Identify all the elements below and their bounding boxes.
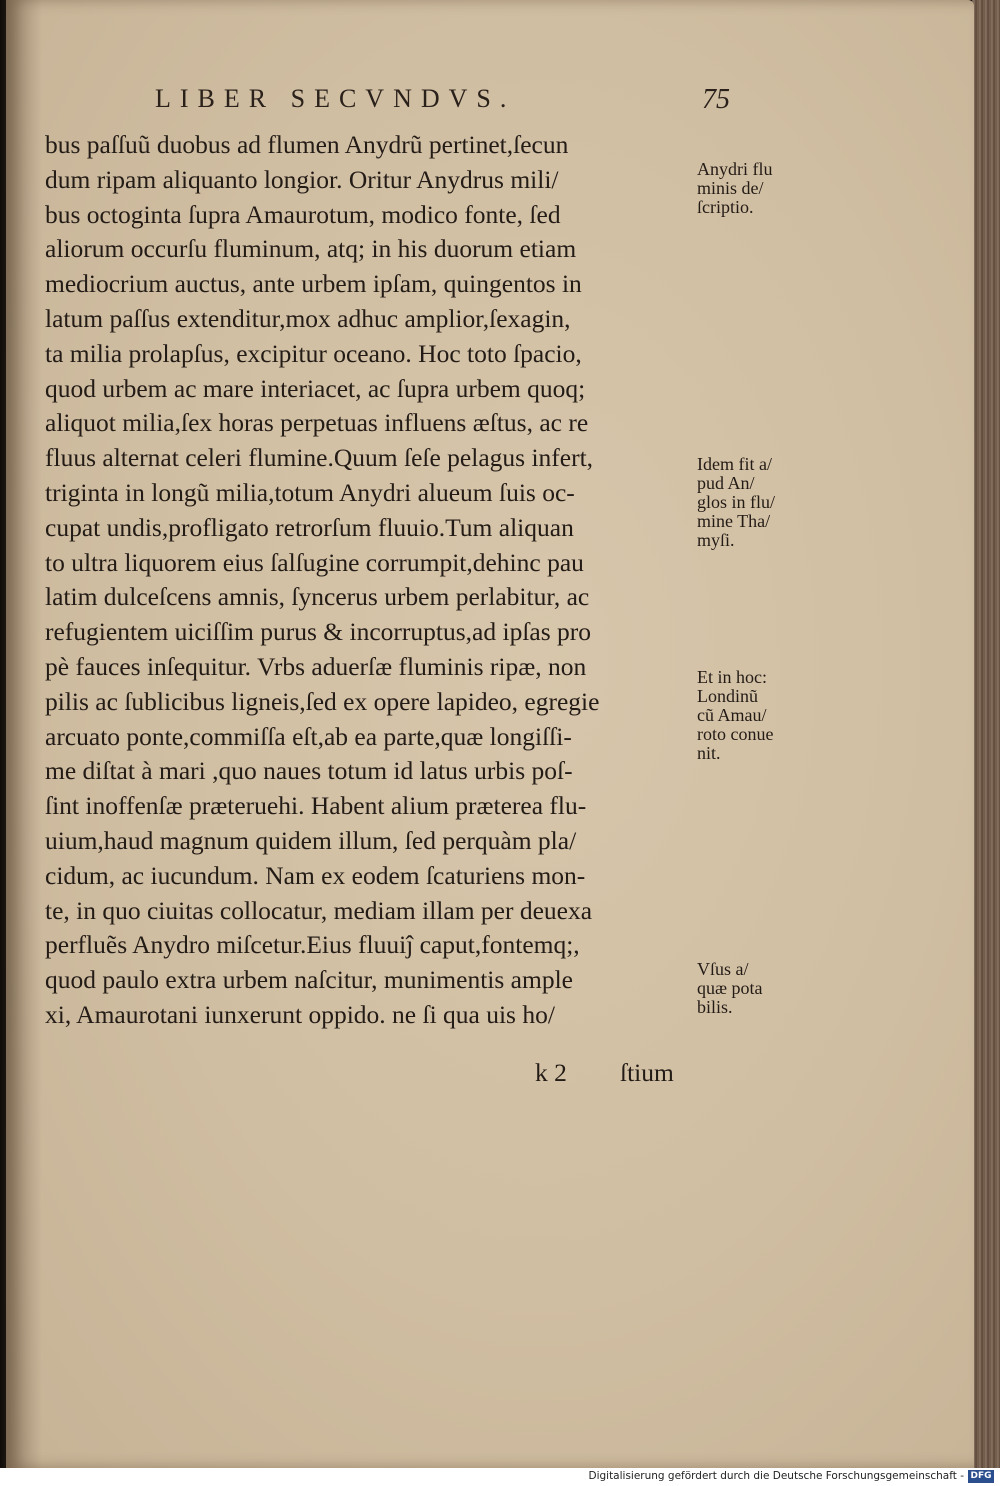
text-line: pè fauces inſequitur. Vrbs aduerſæ fluminis ripæ, non <box>45 651 587 681</box>
text-line: te, in quo ciuitas collocatur, mediam illam per deuexa <box>45 895 593 925</box>
signature-mark: k 2 <box>535 1058 567 1087</box>
catchword: ſtium <box>620 1058 674 1087</box>
marginal-note <box>697 668 817 763</box>
text-line: quod urbem ac mare interiacet, ac ſupra urbem quoq; <box>45 373 586 403</box>
note-line: ſcriptio. <box>697 197 754 217</box>
book-page-edges <box>972 0 1000 1470</box>
text-line: fluus alternat celeri flumine.Quum ſeſe pelagus infert, <box>45 443 594 473</box>
note-line: mine Tha/ <box>697 511 771 531</box>
body-text <box>45 128 705 1033</box>
text-line: bus paſſuũ duobus ad flumen Anydrũ pertinet,ſecun <box>45 130 569 159</box>
note-line: myſi. <box>697 530 735 550</box>
note-line: glos in flu/ <box>697 492 776 512</box>
folio-number: 75 <box>702 84 730 115</box>
text-line: triginta in longũ milia,totum Anydri alueum ſuis oc- <box>45 477 575 507</box>
page-fold-shadow <box>6 0 42 1468</box>
note-line: Londinũ <box>697 686 758 706</box>
text-line: cidum, ac iucundum. Nam ex eodem ſcaturiens mon- <box>45 860 586 890</box>
note-line: cũ Amau/ <box>697 705 767 725</box>
marginal-note <box>697 160 817 217</box>
note-line: Vſus a/ <box>697 959 749 979</box>
text-line: xi, Amaurotani iunxerunt oppido. ne ſi qua uis ho/ <box>45 999 555 1029</box>
note-line: minis de/ <box>697 178 764 198</box>
text-line: to ultra liquorem eius ſalſugine corrumpit,dehinc pau <box>45 547 584 577</box>
text-line: me diſtat à mari ,quo naues totum id latus urbis poſ- <box>45 756 573 786</box>
note-line: nit. <box>697 743 721 763</box>
text-line: perfluẽs Anydro miſcetur.Eius fluuiĵ caput,fontemq;, <box>45 930 580 960</box>
note-line: bilis. <box>697 997 733 1017</box>
note-line: Et in hoc: <box>697 667 767 687</box>
text-line: dum ripam aliquanto longior. Oritur Anydrus mili/ <box>45 164 559 194</box>
note-line: quæ pota <box>697 978 763 998</box>
text-line: aliorum occurſu fluminum, atq; in his duorum etiam <box>45 234 577 264</box>
text-line: mediocrium auctus, ante urbem ipſam, quingentos in <box>45 269 582 299</box>
running-head: LIBER SECVNDVS. <box>155 84 516 113</box>
text-line: arcuato ponte,commiſſa eſt,ab ea parte,quæ longiſſi- <box>45 721 572 751</box>
note-line: Idem fit a/ <box>697 454 772 474</box>
text-line: bus octoginta ſupra Amaurotum, modico fonte, ſed <box>45 199 561 229</box>
text-line: latim dulceſcens amnis, ſyncerus urbem perlabitur, ac <box>45 582 590 612</box>
note-line: pud An/ <box>697 473 755 493</box>
footer-credit: Digitalisierung gefördert durch die Deutsche Forschungsgemeinschaft - <box>588 1470 964 1482</box>
text-line: aliquot milia,ſex horas perpetuas influens æſtus, ac re <box>45 408 589 438</box>
text-line: uium,haud magnum quidem illum, ſed perquàm pla/ <box>45 825 577 855</box>
text-line: refugientem uiciſſim purus & incorruptus,ad ipſas pro <box>45 617 592 647</box>
note-line: roto conue <box>697 724 774 744</box>
text-line: cupat undis,profligato retrorſum fluuio.Tum aliquan <box>45 512 574 542</box>
text-line: pilis ac ſublicibus ligneis,ſed ex opere lapideo, egregie <box>45 686 600 716</box>
marginal-note <box>697 455 817 550</box>
note-line: Anydri flu <box>697 159 773 179</box>
text-line: ſint inoffenſæ præteruehi. Habent alium præterea flu- <box>45 791 587 821</box>
marginal-note <box>697 960 817 1017</box>
text-line: quod paulo extra urbem naſcitur, munimentis ample <box>45 965 573 995</box>
text-line: latum paſſus extenditur,mox adhuc amplior,ſexagin, <box>45 303 571 333</box>
text-line: ta milia prolapſus, excipitur oceano. Hoc toto ſpacio, <box>45 338 582 368</box>
dfg-logo: DFG <box>968 1470 994 1483</box>
